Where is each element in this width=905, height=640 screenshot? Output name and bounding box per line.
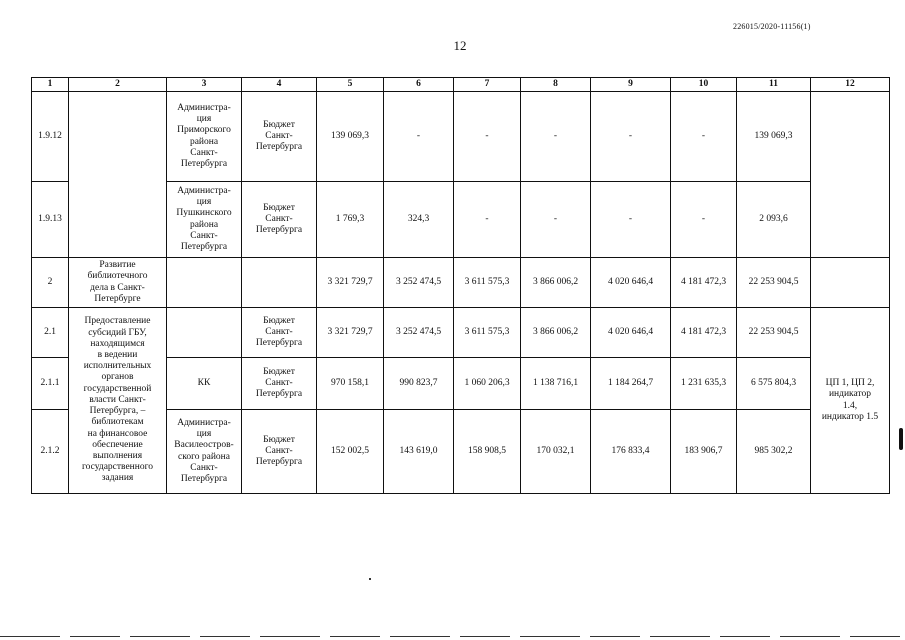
total-cell: 2 093,6: [737, 182, 811, 258]
budget-source-cell: Бюджет Санкт- Петербурга: [242, 182, 317, 258]
value-cell: 176 833,4: [591, 410, 671, 494]
value-cell: 4 181 472,3: [671, 258, 737, 308]
header-row: [32, 78, 890, 92]
value-cell: 1 769,3: [317, 182, 384, 258]
value-cell: 1 060 206,3: [454, 358, 521, 410]
value-cell: 3 252 474,5: [384, 308, 454, 358]
total-cell: 22 253 904,5: [737, 308, 811, 358]
row-number: 1.9.12: [32, 92, 69, 182]
column-header: 5: [317, 78, 384, 92]
row-number: 2.1: [32, 308, 69, 358]
value-cell: -: [591, 182, 671, 258]
document-id: 226015/2020-11156(1): [733, 22, 811, 31]
scan-edge-mark: [899, 428, 903, 450]
indicator-cell: ЦП 1, ЦП 2, индикатор 1.4, индикатор 1.5: [811, 308, 890, 494]
column-header: 2: [69, 78, 167, 92]
value-cell: 4 020 646,4: [591, 308, 671, 358]
value-cell: 4 020 646,4: [591, 258, 671, 308]
value-cell: 1 138 716,1: [521, 358, 591, 410]
total-cell: 139 069,3: [737, 92, 811, 182]
scan-speck: [369, 578, 371, 580]
value-cell: 3 321 729,7: [317, 258, 384, 308]
value-cell: -: [671, 182, 737, 258]
table-row: [32, 92, 890, 182]
value-cell: 1 184 264,7: [591, 358, 671, 410]
administrator-cell: Администра- ция Приморского района Санкт- Петербурга: [167, 92, 242, 182]
total-cell: 22 253 904,5: [737, 258, 811, 308]
page-number: 12: [453, 38, 467, 53]
indicator-cell-empty: [811, 92, 890, 258]
value-cell: 970 158,1: [317, 358, 384, 410]
value-cell: -: [521, 182, 591, 258]
value-cell: 183 906,7: [671, 410, 737, 494]
value-cell: 152 002,5: [317, 410, 384, 494]
budget-source-cell: Бюджет Санкт- Петербурга: [242, 358, 317, 410]
column-header: 3: [167, 78, 242, 92]
value-cell: 158 908,5: [454, 410, 521, 494]
value-cell: 4 181 472,3: [671, 308, 737, 358]
administrator-cell: Администра- ция Пушкинского района Санкт- Петербурга: [167, 182, 242, 258]
total-cell: 985 302,2: [737, 410, 811, 494]
administrator-cell-empty: [167, 258, 242, 308]
value-cell: -: [384, 92, 454, 182]
name-cell: Развитие библиотечного дела в Санкт- Петербурге: [69, 258, 167, 308]
administrator-cell: Администра- ция Василеостров- ского района Санкт- Петербурга: [167, 410, 242, 494]
value-cell: -: [671, 92, 737, 182]
value-cell: 3 866 006,2: [521, 308, 591, 358]
budget-source-cell: Бюджет Санкт- Петербурга: [242, 92, 317, 182]
table-row: [32, 258, 890, 308]
total-cell: 6 575 804,3: [737, 358, 811, 410]
administrator-cell: КК: [167, 358, 242, 410]
table-row: [32, 308, 890, 358]
value-cell: 3 611 575,3: [454, 258, 521, 308]
budget-source-cell: Бюджет Санкт- Петербурга: [242, 308, 317, 358]
row-number: 2: [32, 258, 69, 308]
value-cell: 324,3: [384, 182, 454, 258]
value-cell: 3 866 006,2: [521, 258, 591, 308]
row-number: 2.1.1: [32, 358, 69, 410]
name-cell: Предоставление субсидий ГБУ, находящимся в ведении исполнительных органов государственной власти Санкт- Петербурга, – библиотекам на финансовое обеспечение выполнения государственного задания: [69, 308, 167, 494]
column-header: 9: [591, 78, 671, 92]
indicator-cell-empty: [811, 258, 890, 308]
value-cell: -: [454, 182, 521, 258]
column-header: 10: [671, 78, 737, 92]
column-header: 8: [521, 78, 591, 92]
value-cell: 143 619,0: [384, 410, 454, 494]
value-cell: 139 069,3: [317, 92, 384, 182]
value-cell: 1 231 635,3: [671, 358, 737, 410]
column-header: 7: [454, 78, 521, 92]
data-table: [31, 77, 890, 494]
value-cell: 3 252 474,5: [384, 258, 454, 308]
scan-footer-line: [0, 636, 905, 637]
value-cell: 170 032,1: [521, 410, 591, 494]
budget-source-cell: Бюджет Санкт- Петербурга: [242, 410, 317, 494]
column-header: 4: [242, 78, 317, 92]
budget-source-cell-empty: [242, 258, 317, 308]
value-cell: -: [591, 92, 671, 182]
value-cell: 3 321 729,7: [317, 308, 384, 358]
column-header: 12: [811, 78, 890, 92]
name-cell-empty: [69, 92, 167, 258]
administrator-cell-empty: [167, 308, 242, 358]
column-header: 6: [384, 78, 454, 92]
column-header: 1: [32, 78, 69, 92]
column-header: 11: [737, 78, 811, 92]
value-cell: -: [521, 92, 591, 182]
row-number: 1.9.13: [32, 182, 69, 258]
value-cell: 990 823,7: [384, 358, 454, 410]
value-cell: -: [454, 92, 521, 182]
row-number: 2.1.2: [32, 410, 69, 494]
value-cell: 3 611 575,3: [454, 308, 521, 358]
